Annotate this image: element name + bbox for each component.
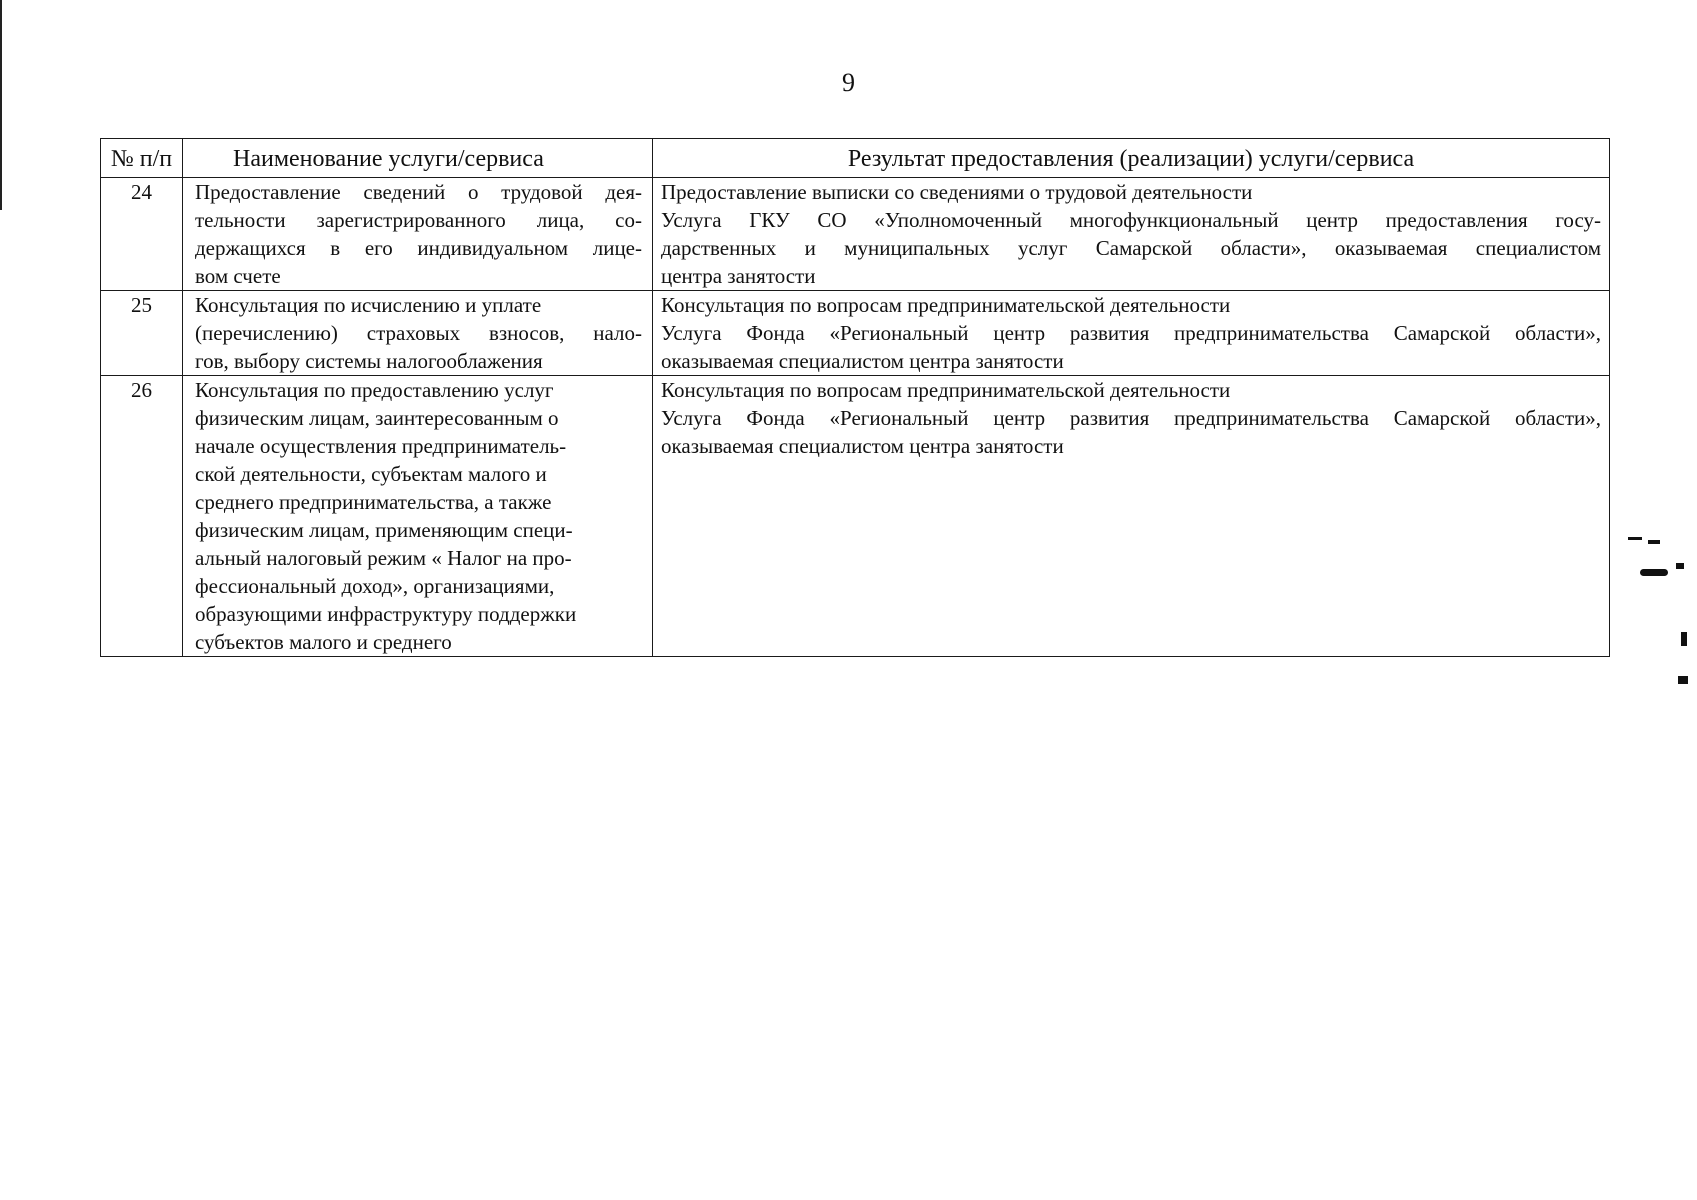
text-line: держащихся в его индивидуальном лице- <box>195 236 642 260</box>
service-name-cell <box>183 291 653 376</box>
text-line: оказываемая специалистом центра занятости <box>661 349 1064 373</box>
header-service-name: Наименование услуги/сервиса <box>183 139 653 178</box>
table-row <box>101 291 1610 376</box>
text-line: Предоставление сведений о трудовой дея- <box>195 180 642 204</box>
text-line: альный налоговый режим « Налог на про- <box>195 546 572 570</box>
text-line: Консультация по исчислению и уплате <box>195 293 542 317</box>
text-line: физическим лицам, применяющим специ- <box>195 518 573 542</box>
scan-artifact-mark <box>1628 537 1642 540</box>
row-number: 25 <box>101 291 183 376</box>
text-line: Консультация по вопросам предпринимательской деятельности <box>661 378 1231 402</box>
text-line: вом счете <box>195 264 281 288</box>
row-number: 26 <box>101 376 183 657</box>
table-row <box>101 178 1610 291</box>
text-line: гов, выбору системы налогооблажения <box>195 349 543 373</box>
scan-artifact-mark <box>1640 569 1668 576</box>
service-result-cell <box>653 291 1610 376</box>
text-line: ской деятельности, субъектам малого и <box>195 462 547 486</box>
text-line: оказываемая специалистом центра занятости <box>661 434 1064 458</box>
table-row <box>101 376 1610 657</box>
text-line: Услуга Фонда «Региональный центр развития предпринимательства Самарской области», <box>661 321 1601 345</box>
text-line: Предоставление выписки со сведениями о трудовой деятельности <box>661 180 1253 204</box>
scan-margin-line <box>0 0 2 210</box>
header-service-result: Результат предоставления (реализации) услуги/сервиса <box>653 139 1610 178</box>
services-table <box>100 138 1610 657</box>
text-line: физическим лицам, заинтересованным о <box>195 406 559 430</box>
service-result-cell <box>653 376 1610 657</box>
text-line: образующими инфраструктуру поддержки <box>195 602 577 626</box>
service-name-cell <box>183 178 653 291</box>
text-line: дарственных и муниципальных услуг Самарской области», оказываемая специалистом <box>661 236 1601 260</box>
scan-artifact-mark <box>1648 540 1660 544</box>
text-line: центра занятости <box>661 264 816 288</box>
header-num: № п/п <box>101 139 183 178</box>
text-line: среднего предпринимательства, а также <box>195 490 552 514</box>
service-name-cell <box>183 376 653 657</box>
page-number: 9 <box>842 68 855 97</box>
row-number: 24 <box>101 178 183 291</box>
service-result-cell <box>653 178 1610 291</box>
text-line: субъектов малого и среднего <box>195 630 452 654</box>
scan-artifact-mark <box>1676 563 1684 569</box>
text-line: Консультация по предоставлению услуг <box>195 378 554 402</box>
text-line: начале осуществления предприниматель- <box>195 434 567 458</box>
text-line: тельности зарегистрированного лица, со- <box>195 208 642 232</box>
text-line: Услуга Фонда «Региональный центр развития предпринимательства Самарской области», <box>661 406 1601 430</box>
text-line: фессиональный доход», организациями, <box>195 574 555 598</box>
text-line: Консультация по вопросам предпринимательской деятельности <box>661 293 1231 317</box>
scan-artifact-mark <box>1681 632 1687 646</box>
table-header-row <box>101 139 1610 178</box>
scan-artifact-mark <box>1678 676 1688 684</box>
text-line: Услуга ГКУ СО «Уполномоченный многофункциональный центр предоставления госу- <box>661 208 1601 232</box>
text-line: (перечислению) страховых взносов, нало- <box>195 321 642 345</box>
